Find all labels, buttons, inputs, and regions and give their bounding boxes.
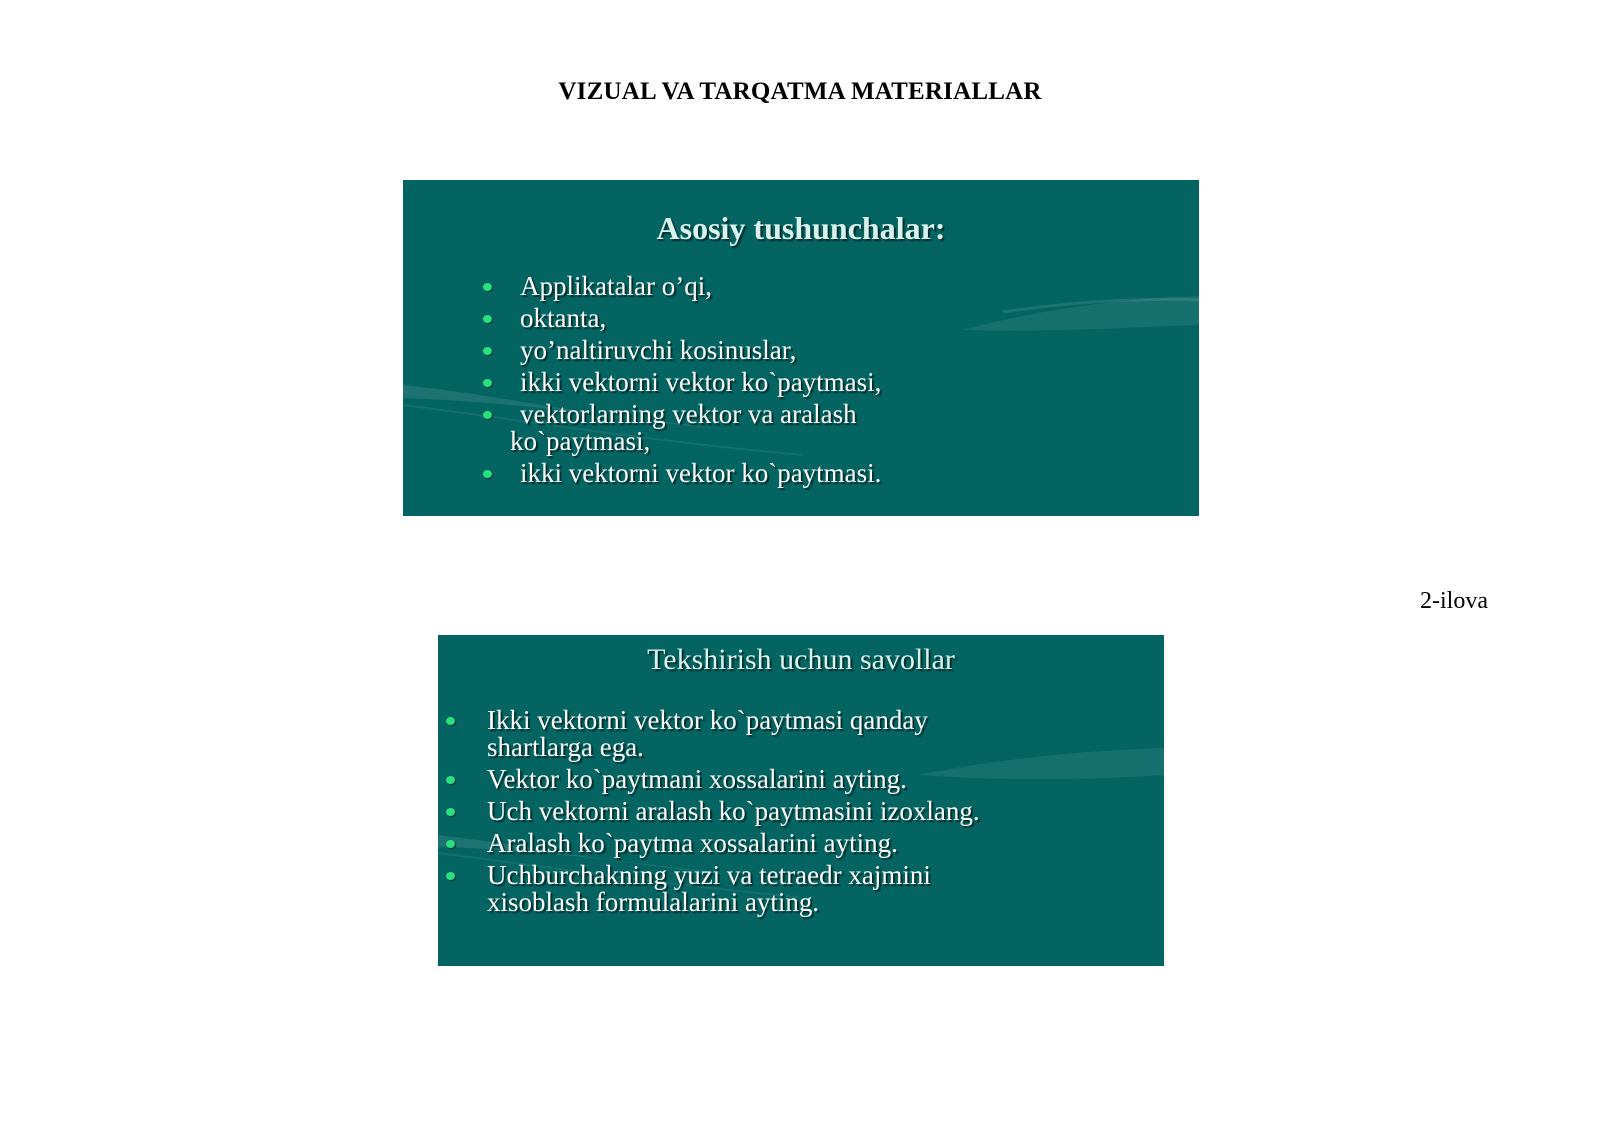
slide-key-concepts [403,180,1199,516]
list-item [446,798,1146,825]
list-item [483,460,1083,487]
list-item-text: oktanta, [520,303,607,333]
list-item-text-continued: ko`paytmasi, [510,426,651,456]
list-item [483,305,1083,332]
list-item [483,337,1083,364]
slide-title: Asosiy tushunchalar: [656,210,946,246]
bullet-list [483,273,1083,492]
bullet-icon [446,808,455,816]
slide-review-questions [438,635,1164,966]
list-item-text-continued: xisoblash formulalarini ayting. [487,887,820,917]
list-item [483,273,1083,300]
bullet-icon [446,840,455,848]
list-item [446,830,1146,857]
bullet-icon [483,347,492,355]
list-item [446,766,1146,793]
bullet-icon [446,717,455,725]
bullet-icon [483,283,492,291]
bullet-icon [446,776,455,784]
list-item-text: ikki vektorni vektor ko`paytmasi, [520,367,882,397]
list-item-text: Applikatalar o’qi, [520,271,712,301]
bullet-icon [483,379,492,387]
list-item-text: Uch vektorni aralash ko`paytmasini izoxlang. [487,796,980,826]
appendix-label: 2-ilova [1420,588,1488,614]
bullet-icon [446,872,455,880]
list-item-text: yo’naltiruvchi kosinuslar, [520,335,797,365]
list-item-text: ikki vektorni vektor ko`paytmasi. [520,458,882,488]
list-item [483,401,1083,455]
page-title: VIZUAL VA TARQATMA MATERIALLAR [558,78,1042,105]
list-item [483,369,1083,396]
bullet-icon [483,470,492,478]
list-item-text: Uchburchakning yuzi va tetraedr xajmini [487,860,931,890]
bullet-list [446,707,1146,921]
list-item-text: Aralash ko`paytma xossalarini ayting. [487,828,898,858]
list-item-text: Ikki vektorni vektor ko`paytmasi qanday [487,705,928,735]
list-item [446,862,1146,916]
slide-title: Tekshirish uchun savollar [647,643,955,676]
list-item-text: vektorlarning vektor va aralash [520,399,857,429]
bullet-icon [483,411,492,419]
bullet-icon [483,315,492,323]
list-item-text-continued: shartlarga ega. [487,732,644,762]
list-item-text: Vektor ko`paytmani xossalarini ayting. [487,764,907,794]
list-item [446,707,1146,761]
